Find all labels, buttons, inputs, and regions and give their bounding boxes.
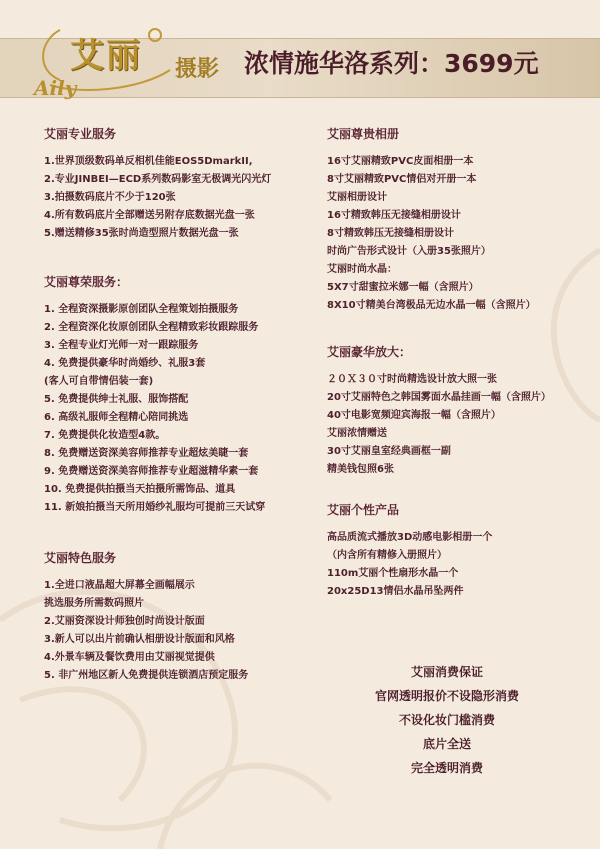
guarantee-line: 底片全送 [422, 737, 471, 751]
section-album [327, 125, 587, 315]
list-item: （内含所有精修入册照片） [327, 550, 447, 561]
guarantee-line: 完全透明消费 [410, 761, 483, 775]
list-item: 4.外景车辆及餐饮费用由艾丽视觉提供 [44, 652, 215, 663]
consumption-guarantee [327, 660, 567, 780]
logo-latin-text: Aily [34, 76, 77, 100]
section-professional-service [44, 125, 314, 243]
section-title: 艾丽个性产品 [327, 503, 400, 517]
list-item: 2.艾丽资深设计师独创时尚设计版面 [44, 616, 205, 627]
section-featured-service [44, 549, 314, 685]
brand-logo [20, 10, 230, 105]
section-premium-service [44, 273, 314, 517]
right-column [327, 125, 587, 601]
list-item: (客人可自带情侣装一套) [44, 376, 154, 387]
section-title: 艾丽尊荣服务： [44, 275, 129, 289]
list-item: 5.赠送精修35张时尚造型照片数据光盘一张 [44, 228, 239, 239]
list-item: 16寸精致韩压无接缝相册设计 [327, 210, 461, 221]
header [0, 0, 600, 110]
list-item: 4.所有数码底片全部赠送另附存底数据光盘一张 [44, 210, 255, 221]
list-item: 2. 全程资深化妆原创团队全程精致彩妆跟踪服务 [44, 322, 259, 333]
logo-main-text: 艾丽 [70, 36, 142, 76]
list-item: 8X10寸精美台湾极品无边水晶一幅（含照片） [327, 300, 536, 311]
list-item: 艾丽相册设计 [327, 192, 387, 203]
guarantee-line: 官网透明报价不设隐形消费 [374, 689, 519, 703]
list-item: 3.拍摄数码底片不少于120张 [44, 192, 176, 203]
list-item: 3.新人可以出片前确认相册设计版面和风格 [44, 634, 235, 645]
list-item: 10. 免费提供拍摄当天拍摄所需饰品、道具 [44, 484, 236, 495]
list-item: 110m艾丽个性扇形水晶一个 [327, 568, 459, 579]
list-item: 时尚广告形式设计（入册35张照片） [327, 246, 491, 257]
list-item: 7. 免费提供化妆造型4款。 [44, 430, 166, 441]
list-item: 8寸艾丽精致PVC情侣对开册一本 [327, 174, 477, 185]
list-item: 9. 免费赠送资深美容师推荐专业超滋精华素一套 [44, 466, 259, 477]
list-item: 40寸电影宽频迎宾海报一幅（含照片） [327, 410, 501, 421]
banner-title: 浓情施华洛系列：3699元 [244, 49, 539, 78]
list-item: 高品质流式播放3D动感电影相册一个 [327, 532, 493, 543]
list-item: 精美钱包照6张 [327, 464, 394, 475]
guarantee-title: 艾丽消费保证 [410, 665, 483, 679]
list-item: 20x25D13情侣水晶吊坠两件 [327, 586, 464, 597]
section-title: 艾丽尊贵相册 [327, 127, 400, 141]
list-item: 3. 全程专业灯光师一对一跟踪服务 [44, 340, 199, 351]
list-item: 1.世界顶级数码单反相机佳能EOS5DmarkII, [44, 156, 253, 167]
list-item: 20寸艾丽特色之韩国雾面水晶挂画一幅（含照片） [327, 392, 551, 403]
list-item: 1. 全程资深摄影原创团队全程策划拍摄服务 [44, 304, 239, 315]
list-item: 挑选服务所需数码照片 [44, 598, 144, 609]
section-enlargement [327, 343, 587, 479]
section-personalized-products [327, 501, 587, 601]
list-item: 5X7寸甜蜜拉米娜一幅（含照片） [327, 282, 479, 293]
logo-sub-text: 摄影 [175, 56, 220, 82]
list-item: 5. 免费提供绅士礼服、服饰搭配 [44, 394, 189, 405]
section-title: 艾丽豪华放大： [327, 345, 412, 359]
list-item: 5. 非广州地区新人免费提供连锁酒店预定服务 [44, 670, 249, 681]
list-item: 8寸精致韩压无接缝相册设计 [327, 228, 454, 239]
list-item: ２０Ｘ３０寸时尚精选设计放大照一张 [327, 374, 497, 385]
list-item: 1.全进口液晶超大屏幕全画幅展示 [44, 580, 195, 591]
left-column [44, 125, 314, 685]
section-title: 艾丽专业服务 [44, 127, 117, 141]
list-item: 2.专业JINBEI—ECD系列数码影室无极调光闪光灯 [44, 174, 272, 185]
list-item: 4. 免费提供豪华时尚婚纱、礼服3套 [44, 358, 206, 369]
list-item: 16寸艾丽精致PVC皮面相册一本 [327, 156, 474, 167]
list-item: 8. 免费赠送资深美容师推荐专业超炫美睫一套 [44, 448, 249, 459]
list-item: 艾丽浓情赠送 [327, 428, 387, 439]
list-item: 6. 高级礼服师全程精心陪同挑选 [44, 412, 189, 423]
list-item: 30寸艾丽皇室经典画框一副 [327, 446, 451, 457]
list-item: 艾丽时尚水晶： [327, 264, 397, 275]
section-title: 艾丽特色服务 [44, 551, 117, 565]
guarantee-line: 不设化妆门槛消费 [398, 713, 495, 727]
list-item: 11. 新娘拍摄当天所用婚纱礼服均可提前三天试穿 [44, 502, 266, 513]
